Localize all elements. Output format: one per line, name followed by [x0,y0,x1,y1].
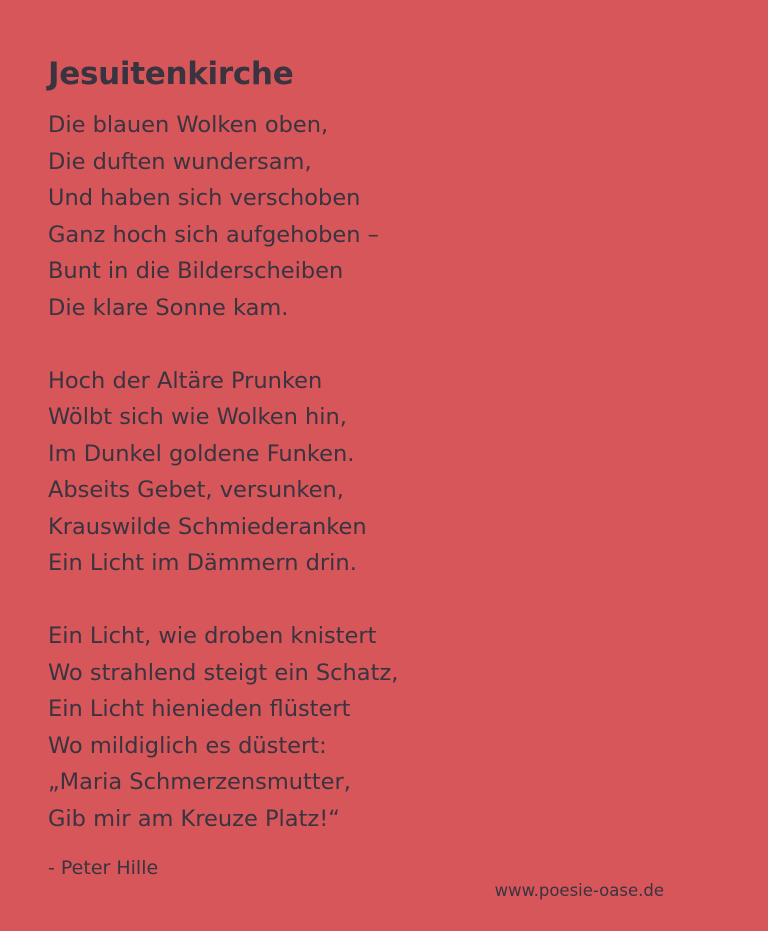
website-link[interactable]: www.poesie-oase.de [494,881,664,900]
poem-body [48,107,728,874]
poem-line: Hoch der Altäre Prunken [48,367,323,394]
poem-line: Gib mir am Kreuze Platz!“ [48,805,340,832]
poem-line: Wo mildiglich es düstert: [48,732,327,759]
poem-line: Und haben sich verschoben [48,185,361,211]
poem-line: Wo strahlend steigt ein Schatz, [48,659,399,686]
poem-line: Wölbt sich wie Wolken hin, [48,404,347,430]
poem-line: Ein Licht hienieden flüstert [48,696,351,722]
poem-line: Abseits Gebet, versunken, [48,477,344,503]
poem-line: Die duften wundersam, [48,148,312,175]
poem-line: Ein Licht im Dämmern drin. [48,550,357,576]
poem-line: Krauswilde Schmiederanken [48,513,367,540]
poem-title: Jesuitenkirche [48,56,294,92]
poem-line: Bunt in die Bilderscheiben [48,258,344,284]
stanza [48,363,728,582]
stanza [48,618,728,837]
poem-line: Ein Licht, wie droben knistert [48,623,377,649]
poem-line: Im Dunkel goldene Funken. [48,440,355,467]
poem-line: Die klare Sonne kam. [48,294,289,321]
poem-line: „Maria Schmerzensmutter, [48,769,351,795]
poem-author: - Peter Hille [48,857,159,879]
poem-line: Ganz hoch sich aufgehoben – [48,221,379,248]
stanza [48,107,728,326]
poem-line: Die blauen Wolken oben, [48,112,329,138]
